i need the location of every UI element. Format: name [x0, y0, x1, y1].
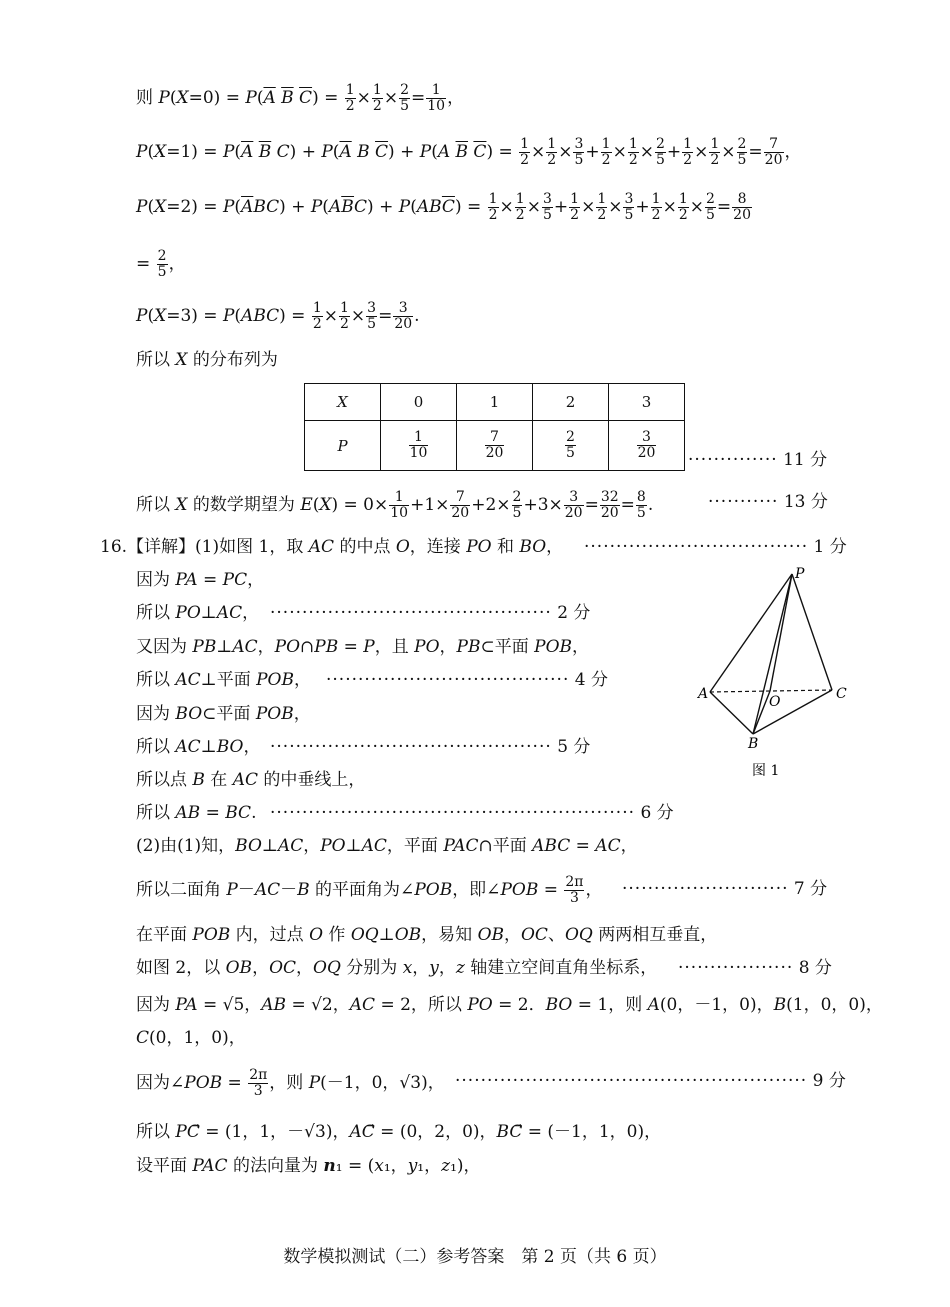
- score-2: ············································ 2 分: [270, 603, 591, 623]
- score-5: ············································ 5 分: [270, 737, 591, 757]
- score-8: ·················· 8 分: [678, 958, 832, 978]
- table-cell: 3: [609, 384, 685, 421]
- line-po-perp-ac: 所以 PO⊥AC，: [136, 603, 260, 623]
- line-oq-perp-ob: 在平面 POB 内，过点 O 作 OQ⊥OB，易知 OB，OC、OQ 两两相互垂直，: [136, 925, 718, 945]
- table-cell: $\frac{1}{10}$: [381, 421, 457, 471]
- line-p-x2: $P(X=2) = P(\overline{A}BC) + P(A\overline{B}C) + P(AB\overline{C})$ = $\frac{1}{2}$ × $\frac{1}{2}$ × $\frac{3}{5}$ + $\frac{1}{2}$ × $\frac{1}{2}$ × $\frac{3}{5}$ + $\frac{1}{2}$ × $\frac{1}{2}$ × $\frac{2}{5}$ = $\frac{8}{20}$: [136, 191, 751, 223]
- page-footer: 数学模拟测试（二）参考答案 第 2 页（共 6 页）: [283, 1247, 667, 1267]
- line-pa-pc: 因为 PA = PC，: [136, 570, 265, 590]
- line-p-coord: 因为∠POB = $\frac{2\pi}{3}$ ，则 P(－1，0，√3)，: [136, 1067, 445, 1099]
- table-cell: 2: [533, 384, 609, 421]
- line-ac-perp-plane: 所以 AC⊥平面 POB，: [136, 670, 311, 690]
- line-ab-eq-bc: 所以 AB = BC.: [136, 803, 257, 823]
- distribution-table: [304, 383, 685, 471]
- line-ac-perp-bo: 所以 AC⊥BO，: [136, 737, 261, 757]
- score-7: ·························· 7 分: [622, 879, 828, 899]
- label-c: C: [836, 686, 847, 702]
- figure-caption: 图 1: [752, 763, 780, 779]
- table-row: [305, 421, 685, 471]
- line-lengths-coords: 因为 PA = √5，AB = √2，AC = 2，所以 PO = 2．BO = 1，则 A(0，－1，0)，B(1，0，0)，: [136, 995, 883, 1015]
- dashed-edge-ac: [710, 690, 832, 692]
- line-distribution-intro: 所以 X 的分布列为: [136, 350, 278, 370]
- line-normal-vector: 设平面 PAC 的法向量为 n₁ = (x₁，y₁，z₁)，: [136, 1156, 481, 1176]
- line-part2-intro: (2)由(1)知，BO⊥AC，PO⊥AC，平面 PAC∩平面 ABC = AC，: [136, 836, 638, 856]
- line-perp-bisector: 所以点 B 在 AC 的中垂线上，: [136, 770, 366, 790]
- table-header-x: X: [305, 384, 381, 421]
- table-cell: $\frac{3}{20}$: [609, 421, 685, 471]
- label-o: O: [769, 694, 781, 710]
- line-dihedral-angle: 所以二面角 P－AC－B 的平面角为∠POB，即∠POB = $\frac{2\pi}{3}$ ，: [136, 874, 603, 906]
- table-cell: 0: [381, 384, 457, 421]
- line-p-x0: 则 $P(X=0) = P(\overline{A}$ $\overline{B}$ $\overline{C}$) = $\frac{1}{2}$ × $\frac{1}{2}$ × $\frac{2}{5}$ = $\frac{1}{10}$ ，: [136, 82, 465, 114]
- score-13: ··········· 13 分: [708, 492, 828, 512]
- figure-1-tetrahedron: [696, 562, 856, 782]
- table-cell: $\frac{2}{5}$: [533, 421, 609, 471]
- line-expectation: 所以 X 的数学期望为 E(X) = 0× $\frac{1}{10}$ +1× $\frac{7}{20}$ +2× $\frac{2}{5}$ +3× $\frac{3}{20}$ = $\frac{32}{20}$ = $\frac{8}{5}$ .: [136, 489, 654, 521]
- table-header-p: P: [305, 421, 381, 471]
- line-pb-perp-ac: 又因为 PB⊥AC，PO∩PB = P，且 PO，PB⊂平面 POB，: [136, 637, 589, 657]
- score-1: ··································· 1 分: [584, 537, 847, 557]
- score-4: ······································ 4 分: [326, 670, 608, 690]
- line-c-coord: C(0，1，0)，: [136, 1028, 246, 1048]
- table-cell: 1: [457, 384, 533, 421]
- line-p-x2-simplified: = $\frac{2}{5}$ ，: [136, 248, 186, 280]
- line-p-x3: P(X=3) = P(ABC) = $\frac{1}{2}$ × $\frac{1}{2}$ × $\frac{3}{5}$ = $\frac{3}{20}$ .: [136, 300, 420, 332]
- label-b: B: [748, 736, 759, 752]
- table-cell: $\frac{7}{20}$: [457, 421, 533, 471]
- tetrahedron-edges: [710, 574, 832, 734]
- table-row: [305, 384, 685, 421]
- line-bo-in-plane: 因为 BO⊂平面 POB，: [136, 704, 311, 724]
- label-p: P: [795, 566, 805, 582]
- score-9: ······················································· 9 分: [455, 1071, 846, 1091]
- line-coordinate-system: 如图 2，以 OB，OC，OQ 分别为 x，y，z 轴建立空间直角坐标系，: [136, 958, 658, 978]
- line-problem-16: 16.【详解】(1)如图 1，取 AC 的中点 O，连接 PO 和 BO，: [100, 537, 564, 557]
- line-vectors: 所以 PC⃗ = (1，1，－√3)，AC⃗ = (0，2，0)，BC⃗ = (－1，1，0)，: [136, 1122, 662, 1142]
- line-p-x1: $P(X=1) = P(\overline{A}$ $\overline{B}$ $C) + P(\overline{A}$ B $\overline{C}) + P(A$ $\overline{B}$ $\overline{C}$) = $\frac{1}{2}$ × $\frac{1}{2}$ × $\frac{3}{5}$ + $\frac{1}{2}$ × $\frac{1}{2}$ × $\frac{2}{5}$ + $\frac{1}{2}$ × $\frac{1}{2}$ × $\frac{2}{5}$ = $\frac{7}{20}$ ，: [136, 136, 802, 168]
- label-a: A: [698, 686, 709, 702]
- score-11: ·············· 11 分: [688, 450, 828, 470]
- score-6: ························································· 6 分: [270, 803, 674, 823]
